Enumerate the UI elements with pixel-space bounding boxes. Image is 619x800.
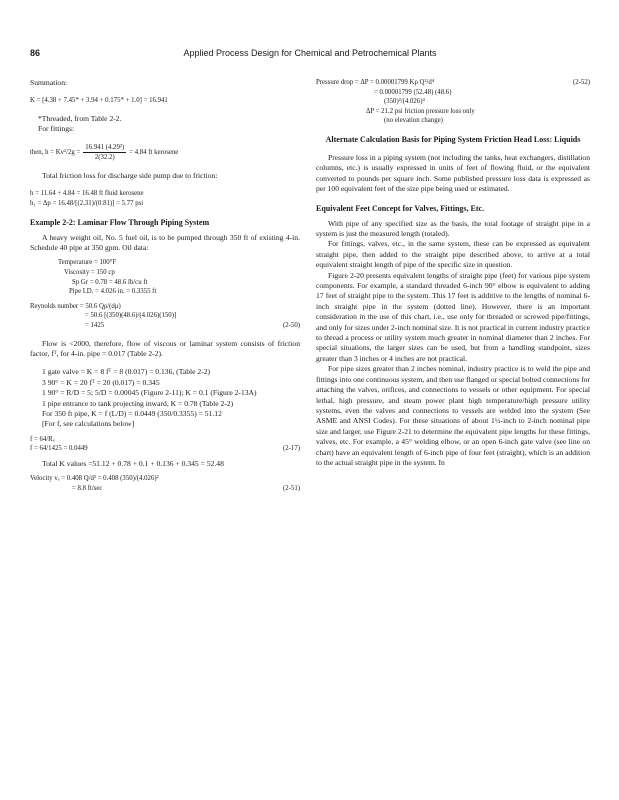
- reynolds-line-2: = 50.6 [(350)(48.6)/(4.026)(150)]: [85, 312, 177, 320]
- equivalent-feet-para-2: For fittings, valves, etc., in the same system, these can be expressed as equivalent straight pipe, then added to the straight pipe described above, to arrive at a total equivalent straight length of pipe of the specific size in question.: [316, 239, 590, 270]
- reynolds-result: = 1425: [85, 321, 105, 329]
- running-title: Applied Process Design for Chemical and Petrochemical Plants: [183, 48, 437, 58]
- example-heading: Example 2-2: Laminar Flow Through Piping System: [30, 217, 210, 227]
- velocity-line-2-row: [30, 484, 300, 494]
- pressure-drop-block: [316, 78, 590, 126]
- oil-data-pipe-id: Pipe I.D. = 4.026 in. = 0.3355 ft: [69, 288, 157, 296]
- summation-label: Summation:: [30, 78, 68, 87]
- gate-valve-line: 1 gate valve = K = 8 fᵀ = 8 (0.017) = 0.136, (Table 2-2): [42, 367, 211, 377]
- total-friction-text: Total friction loss for discharge side pump due to friction:: [42, 171, 218, 180]
- f-equation-1: f = 64/Rₑ: [30, 435, 55, 443]
- head-eq-numerator: 16.941 (4.29²): [83, 143, 126, 154]
- page-header: [30, 48, 590, 62]
- pressure-drop-line-3: (350)²/(4.026)⁴: [384, 98, 425, 106]
- head-eq-denominator: 2(32.2): [94, 154, 115, 162]
- reynolds-block: [30, 302, 300, 331]
- pressure-drop-line-4: ΔP = 21.2 psi friction pressure loss only: [366, 107, 475, 115]
- reynolds-line-1: Reynolds number = 50.6 Qρ/(dμ): [30, 302, 121, 310]
- velocity-block: [30, 474, 300, 493]
- oil-data-list: [30, 258, 300, 296]
- alternate-calc-paragraph: Pressure loss in a piping system (not including the tanks, heat exchangers, distillation columns, etc.) is usually expressed in units of feet of flowing fluid, or the equivalent converted to pounds per square inch. Some published pressure loss data is expressed as per 100 equivalent feet of the size pipe being used or estimated.: [316, 152, 590, 194]
- fittings-label: For fittings:: [38, 124, 75, 134]
- pressure-drop-line-5: (no elevation change): [384, 117, 443, 125]
- f-equation-2: f = 64/1425 = 0.0449: [30, 445, 88, 453]
- equation-number-2-50: (2-50): [283, 321, 300, 329]
- pipe-350-line: For 350 ft pipe, K = f (L/D) = 0.0449 (350/0.3355) = 51.12: [42, 409, 222, 418]
- velocity-line-1: Velocity vₑ = 0.408 Q/d² = 0.408 (350)/(4.026)²: [30, 475, 159, 483]
- equivalent-feet-para-1: With pipe of any specified size as the basis, the total footage of straight pipe in a system is just the measured length (totaled).: [316, 218, 590, 238]
- head-eq-result: = 4.84 ft kerosene: [129, 149, 179, 157]
- pressure-drop-row-1: [316, 78, 590, 88]
- oil-data-sp-gr: Sp Gr = 0.78 = 48.6 lb/cu ft: [72, 278, 148, 286]
- entrance-line: 1 pipe entrance to tank projecting inward, K = 0.78 (Table 2-2): [42, 398, 234, 408]
- page-number: 86: [30, 48, 41, 58]
- left-column: [30, 78, 300, 494]
- equivalent-feet-heading: Equivalent Feet Concept for Valves, Fittings, Etc.: [316, 203, 485, 213]
- equation-number-2-52: (2-52): [573, 79, 590, 86]
- oil-data-temperature: Temperature = 100°F: [58, 259, 117, 267]
- example-body: A heavy weight oil, No. 5 fuel oil, is to be pumped through 350 ft of existing 4-in. Schedule 40 pipe at 350 gpm. Oil data:: [30, 232, 300, 252]
- reynolds-line-3: [30, 321, 300, 331]
- flow-paragraph: Flow is <2000, therefore, flow of viscous or laminar system consists of friction factor, fᵀ, for 4-in. pipe = 0.017 (Table 2-2).: [30, 338, 300, 358]
- elbow-1-line: 1 90° = R/D = 5; 5/D = 0.00045 (Figure 2-11); K = 0.1 (Figure 2-13A): [42, 388, 257, 398]
- f-equation-2-row: [30, 444, 300, 454]
- k-sum-equation: K = [4.38 + 7.45* + 3.94 + 0.175* + 1.0] = 16.941: [30, 97, 168, 105]
- equivalent-feet-para-3: Figure 2-20 presents equivalent lengths of straight pipe (feet) for various pipe system components. For example, a standard threaded 6-inch 90° elbow is equivalent to adding 17 feet of straight pipe to the system. This 17 feet is additive to the lengths of nominal 6-inch straight pipe in the system (dotted line). However, there is an important consideration in the use of this chart, i.e., use only for threaded or screwed pipe/fittings, and only for sizes under 2-inch nominal size. It is not practical in current industry practice to thread a process or utility system much greater in nominal diameter than 2 inches. For special situations, the larger sizes can be used, but from a handling standpoint, sizes greater than 3 inches or 4 inches are not practical.: [316, 270, 590, 363]
- pressure-drop-line-2: = 0.00001799 (52.48) (48.6): [374, 88, 452, 96]
- hf-equation: h₁ = Δp = 16.48/[(2.31)/(0.81)] = 5.77 psi: [30, 200, 144, 207]
- equation-number-2-51: (2-51): [283, 485, 300, 492]
- equivalent-feet-para-4: For pipe sizes greater than 2 inches nominal, industry practice is to weld the pipe and fittings into one continuous system, and then use flanged or special bolted connections for attaching the valves, orifices, and connections to vessels or other equipment. For special lethal, high pressure, and steam power plant high temperature/high pressure utility systems, even the valves and connections to vessels are welded into the system (See ASME and ANSI Codes). For these situations of about 1½-inch to 2-inch nominal pipe size and larger, use Figure 2-21 to determine the equivalent pipe lengths for these fittings, valves, etc. For example, a 45° welding elbow, or an open 6-inch gate valve (see line on chart) have an equivalent length of 6-inch pipe of four feet (straight), which is an addition to the actual straight pipe in the system. In: [316, 364, 590, 467]
- head-equation: [30, 143, 300, 163]
- right-column: [316, 78, 590, 468]
- pressure-drop-line-1: Pressure drop = ΔP = 0.00001799 Kρ Q²/d⁴: [316, 79, 435, 86]
- total-k-line: Total K values =51.12 + 0.78 + 0.1 + 0.136 + 0.345 = 52.48: [42, 459, 224, 468]
- equation-number-2-17: (2-17): [283, 445, 300, 453]
- oil-data-viscosity: Viscosity = 150 cp: [64, 269, 115, 276]
- for-f-note: [For f, see calculations below]: [42, 419, 135, 429]
- velocity-line-2: = 8.8 ft/sec: [72, 485, 103, 492]
- h-total-equation: h = 11.64 + 4.84 = 16.48 ft fluid kerosene: [30, 190, 144, 198]
- friction-factor-block: [30, 435, 300, 454]
- head-eq-lhs: then, h = Kv²/2g =: [30, 149, 81, 157]
- head-eq-fraction: [83, 143, 126, 163]
- elbow-3-line: 3 90° = K = 20 fᵀ = 20 (0.017) = 0.345: [42, 377, 160, 387]
- threaded-note: *Threaded, from Table 2-2.: [38, 114, 122, 123]
- alternate-calc-heading: Alternate Calculation Basis for Piping System Friction Head Loss: Liquids: [325, 134, 581, 144]
